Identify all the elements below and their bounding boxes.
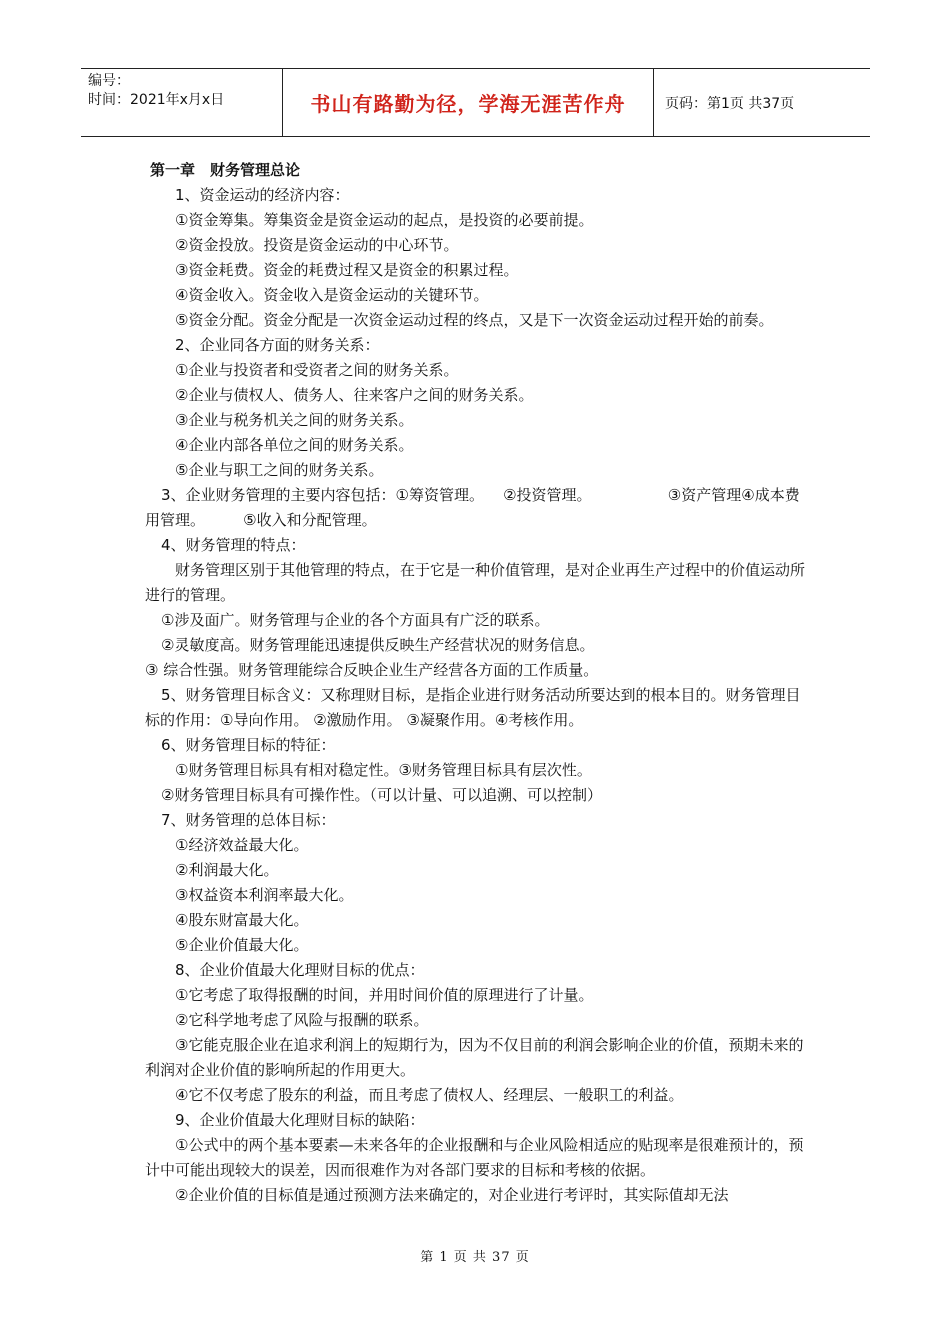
body-paragraph: ⑤企业与职工之间的财务关系。 — [175, 461, 384, 479]
body-paragraph: ②灵敏度高。财务管理能迅速提供反映生产经营状况的财务信息。 — [161, 636, 595, 654]
header-motto-cell — [283, 69, 654, 136]
body-paragraph: ③ 综合性强。财务管理能综合反映企业生产经营各方面的工作质量。 — [145, 661, 599, 679]
body-paragraph: ②企业与债权人、债务人、往来客户之间的财务关系。 — [175, 386, 534, 404]
body-paragraph: ②它科学地考虑了风险与报酬的联系。 — [175, 1011, 429, 1029]
body-paragraph: 5、财务管理目标含义：又称理财目标，是指企业进行财务活动所要达到的根本目的。财务管理目标的作用：①导向作用。 ②激励作用。 ③凝聚作用。④考核作用。 — [145, 686, 801, 729]
body-paragraph: ②利润最大化。 — [175, 861, 279, 879]
body-paragraph: 2、企业同各方面的财务关系： — [175, 336, 380, 354]
header-page-cell — [665, 69, 794, 136]
page-footer: 第 1 页 共 37 页 — [420, 1250, 530, 1265]
body-paragraph: 6、财务管理目标的特征： — [161, 736, 336, 754]
body-paragraph: ④股东财富最大化。 — [175, 911, 309, 929]
document-header — [81, 68, 870, 137]
body-paragraph: ①企业与投资者和受资者之间的财务关系。 — [175, 361, 459, 379]
body-paragraph: ①公式中的两个基本要素—未来各年的企业报酬和与企业风险相适应的贴现率是很难预计的，预计中可能出现较大的误差，因而很难作为对各部门要求的目标和考核的依据。 — [145, 1136, 804, 1179]
document-number-label: 编号： — [88, 73, 130, 89]
body-paragraph: ①涉及面广。财务管理与企业的各个方面具有广泛的联系。 — [161, 611, 550, 629]
body-paragraph: ①财务管理目标具有相对稳定性。③财务管理目标具有层次性。 — [175, 761, 592, 779]
body-paragraph: ③企业与税务机关之间的财务关系。 — [175, 411, 414, 429]
body-paragraph: 4、财务管理的特点： — [161, 536, 306, 554]
body-paragraph: ②企业价值的目标值是通过预测方法来确定的，对企业进行考评时，其实际值却无法 — [175, 1186, 729, 1204]
body-paragraph: 3、企业财务管理的主要内容包括：①筹资管理。 ②投资管理。 ③资产管理④成本费用管理。 ⑤收入和分配管理。 — [145, 486, 800, 529]
body-paragraph: ①经济效益最大化。 — [175, 836, 309, 854]
body-paragraph: 8、企业价值最大化理财目标的优点： — [175, 961, 425, 979]
body-paragraph: ④资金收入。资金收入是资金运动的关键环节。 — [175, 286, 489, 304]
body-paragraph: ④企业内部各单位之间的财务关系。 — [175, 436, 414, 454]
body-paragraph: 9、企业价值最大化理财目标的缺陷： — [175, 1111, 425, 1129]
document-body — [145, 158, 811, 1208]
body-paragraph: 财务管理区别于其他管理的特点，在于它是一种价值管理，是对企业再生产过程中的价值运动所进行的管理。 — [145, 561, 806, 604]
header-page-info: 页码：第1页 共37页 — [665, 95, 795, 112]
body-paragraph: ⑤企业价值最大化。 — [175, 936, 309, 954]
body-paragraph: ②资金投放。投资是资金运动的中心环节。 — [175, 236, 459, 254]
body-paragraph: ④它不仅考虑了股东的利益，而且考虑了债权人、经理层、一般职工的利益。 — [175, 1086, 684, 1104]
body-paragraph: ③资金耗费。资金的耗费过程又是资金的积累过程。 — [175, 261, 519, 279]
body-paragraph: ①它考虑了取得报酬的时间，并用时间价值的原理进行了计量。 — [175, 986, 594, 1004]
body-paragraph: 7、财务管理的总体目标： — [161, 811, 336, 829]
body-paragraph: ①资金筹集。筹集资金是资金运动的起点，是投资的必要前提。 — [175, 211, 594, 229]
chapter-title: 第一章 财务管理总论 — [150, 161, 301, 179]
document-time-label: 时间：2021年x月x日 — [88, 92, 225, 108]
body-paragraph: 1、资金运动的经济内容： — [175, 186, 350, 204]
body-paragraph: ⑤资金分配。资金分配是一次资金运动过程的终点，又是下一次资金运动过程开始的前奏。 — [175, 311, 774, 329]
header-motto: 书山有路勤为径，学海无涯苦作舟 — [310, 92, 626, 116]
body-paragraph: ②财务管理目标具有可操作性。（可以计量、可以追溯、可以控制） — [161, 786, 602, 804]
body-paragraph: ③它能克服企业在追求利润上的短期行为，因为不仅目前的利润会影响企业的价值，预期未来的利润对企业价值的影响所起的作用更大。 — [145, 1036, 804, 1079]
body-paragraph: ③权益资本利润率最大化。 — [175, 886, 354, 904]
header-info-cell — [81, 69, 283, 136]
